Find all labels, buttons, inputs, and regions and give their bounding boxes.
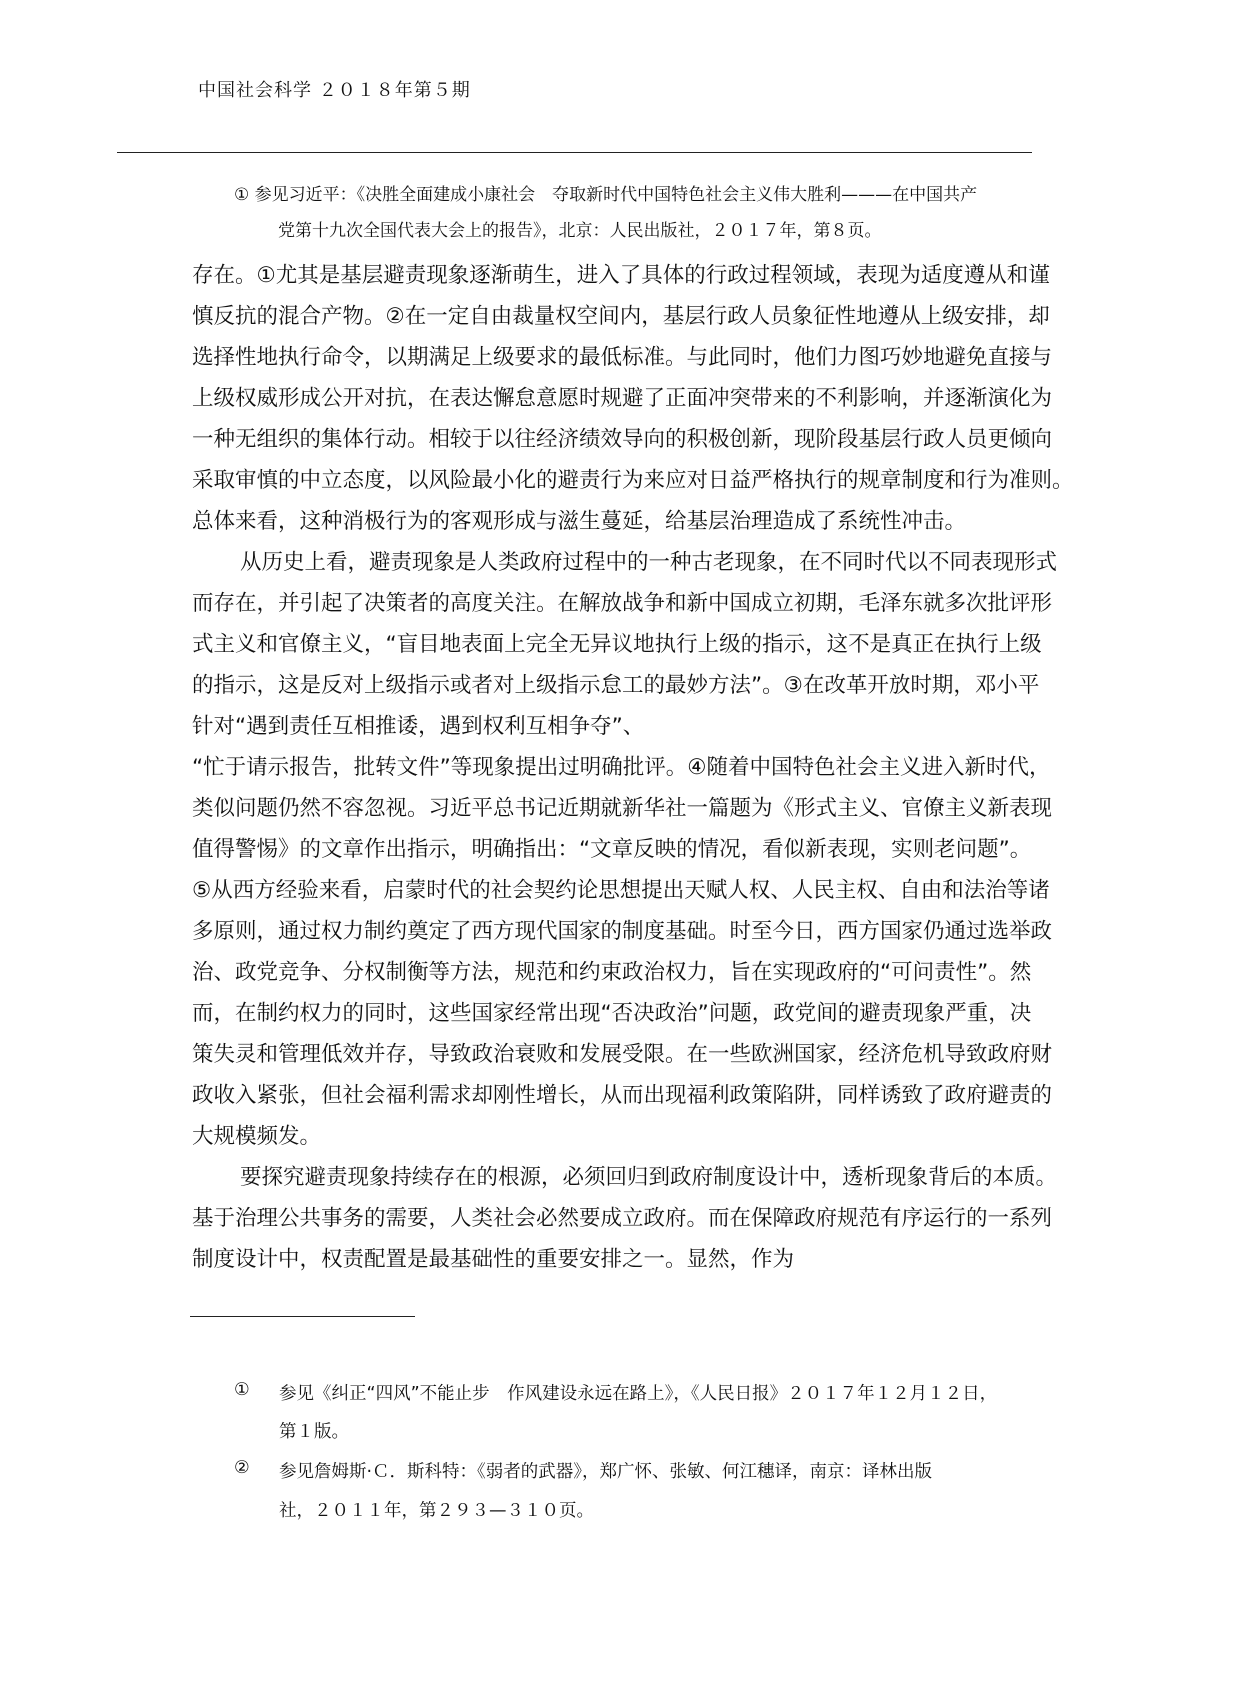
body-line: 类似问题仍然不容忽视。习近平总书记近期就新华社一篇题为《形式主义、官僚主义新表现 <box>192 796 1053 821</box>
body-line: 政收入紧张，但社会福利需求却刚性增长，从而出现福利政策陷阱，同样诱致了政府避责的 <box>192 1083 1053 1108</box>
body-line: 选择性地执行命令，以期满足上级要求的最低标准。与此同时，他们力图巧妙地避免直接与 <box>192 345 1053 370</box>
footnote-marker: ① <box>234 1380 250 1400</box>
body-line: 策失灵和管理低效并存，导致政治衰败和发展受限。在一些欧洲国家，经济危机导致政府财 <box>192 1042 1053 1067</box>
body-line: 值得警惕》的文章作出指示，明确指出：“文章反映的情况，看似新表现，实则老问题”。 <box>192 837 1032 862</box>
footnote-text: 参见《纠正“四风”不能止步 作风建设永远在路上》，《人民日报》２０１７年１２月１２日， <box>279 1384 998 1404</box>
footnote-rule <box>190 1316 415 1317</box>
body-line: 制度设计中，权责配置是最基础性的重要安排之一。显然，作为 <box>192 1247 795 1272</box>
body-line: 总体来看，这种消极行为的客观形成与滋生蔓延，给基层治理造成了系统性冲击。 <box>192 509 967 534</box>
body-line: 一种无组织的集体行动。相较于以往经济绩效导向的积极创新，现阶段基层行政人员更倾向 <box>192 427 1053 452</box>
body-line: 治、政党竞争、分权制衡等方法，规范和约束政治权力，旨在实现政府的“可问责性”。然 <box>192 960 1032 985</box>
header-rule <box>117 152 1032 153</box>
body-line: 的指示，这是反对上级指示或者对上级指示怠工的最妙方法”。③在改革开放时期，邓小平 <box>192 673 1040 698</box>
body-line: 多原则，通过权力制约奠定了西方现代国家的制度基础。时至今日，西方国家仍通过选举政 <box>192 919 1053 944</box>
footnote-marker: ② <box>234 1458 250 1478</box>
body-line: 上级权威形成公开对抗，在表达懈怠意愿时规避了正面冲突带来的不利影响，并逐渐演化为 <box>192 386 1053 411</box>
body-line: “忙于请示报告，批转文件”等现象提出过明确批评。④随着中国特色社会主义进入新时代， <box>192 755 1051 780</box>
body-line: 存在。①尤其是基层避责现象逐渐萌生，进入了具体的行政过程领域，表现为适度遵从和谨 <box>192 263 1050 288</box>
body-line: 而存在，并引起了决策者的高度关注。在解放战争和新中国成立初期，毛泽东就多次批评形 <box>192 591 1053 616</box>
top-footnote-line-1: ① 参见习近平：《决胜全面建成小康社会 夺取新时代中国特色社会主义伟大胜利———在中国共产 <box>234 185 978 205</box>
footnote-text: 社，２０１１年，第２９３—３１０页。 <box>279 1501 594 1521</box>
top-footnote-line-2: 党第十九次全国代表大会上的报告》，北京：人民出版社，２０１７年，第８页。 <box>278 221 882 241</box>
body-line: 针对“遇到责任互相推诿，遇到权利互相争夺”、 <box>192 714 645 739</box>
body-line: 大规模频发。 <box>192 1124 322 1149</box>
journal-header: 中国社会科学 ２０１８年第５期 <box>198 80 471 101</box>
body-line: 要探究避责现象持续存在的根源，必须回归到政府制度设计中，透析现象背后的本质。 <box>240 1165 1058 1190</box>
body-line: 基于治理公共事务的需要，人类社会必然要成立政府。而在保障政府规范有序运行的一系列 <box>192 1206 1053 1231</box>
footnote-text: 参见詹姆斯·Ｃ．斯科特：《弱者的武器》，郑广怀、张敏、何江穗译，南京：译林出版 <box>279 1462 933 1482</box>
body-line: 慎反抗的混合产物。②在一定自由裁量权空间内，基层行政人员象征性地遵从上级安排，却 <box>192 304 1050 329</box>
footnote-text: 第１版。 <box>279 1422 349 1442</box>
body-line: 从历史上看，避责现象是人类政府过程中的一种古老现象，在不同时代以不同表现形式 <box>240 550 1058 575</box>
body-line: 式主义和官僚主义，“盲目地表面上完全无异议地执行上级的指示，这不是真正在执行上级 <box>192 632 1042 657</box>
body-line: 采取审慎的中立态度，以风险最小化的避责行为来应对日益严格执行的规章制度和行为准则。 <box>192 468 1074 493</box>
body-line: 而，在制约权力的同时，这些国家经常出现“否决政治”问题，政党间的避责现象严重，决 <box>192 1001 1032 1026</box>
body-line: ⑤从西方经验来看，启蒙时代的社会契约论思想提出天赋人权、人民主权、自由和法治等诸 <box>192 878 1050 903</box>
